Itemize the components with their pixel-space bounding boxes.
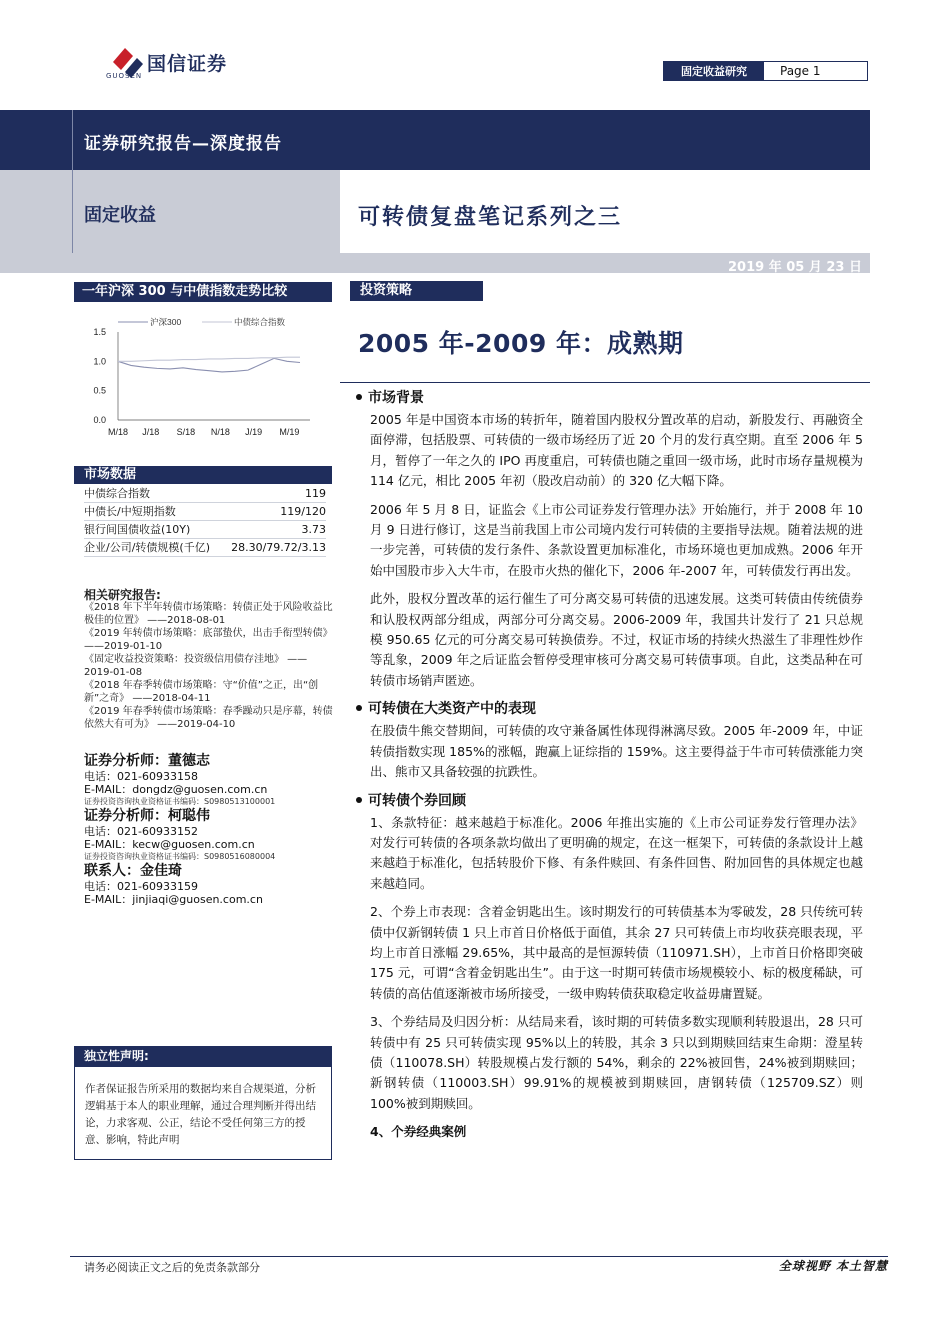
section-label: 固定收益 [84,205,156,226]
section-heading [356,791,863,811]
analyst-phone: 电话：021-60933152 [84,825,198,838]
brand-name: 国信证券 [147,53,228,75]
market-label: 企业/公司/转债规模(千亿) [84,541,210,554]
market-row [84,521,326,539]
paragraph: 3、个券结局及归因分析：从结局来看，该时期的可转债多数实现顺利转股退出，28 只可转债中有 25 只可转债实现 95%以上的转股，其余 3 只以到期赎回结束生命期：澄星转债（110078.SH）转股规模占发行额的 54%，剩余的 22%被回售，24%被到期赎回；新钢转债（110003.SH）99.91%的规模被到期赎回，唐钢转债（125709.SZ）则 100%被到期赎回。 [370,1014,863,1111]
analyst-phone: 电话：021-60933158 [84,770,198,783]
footer-slogan: 全球视野 本土智慧 [778,1259,888,1273]
section-heading [356,699,863,719]
related-reports-list [84,601,334,731]
analyst-cert: 证券投资咨询执业资格证书编码：S0980516080004 [84,852,276,861]
market-data-table [84,485,326,557]
strategy-tag: 投资策略 [350,281,483,301]
related-report[interactable]: 《2018 年春季转债市场策略：守“价值”之正，出“创新”之奇》 ——2018-04-11 [84,680,319,704]
analyst-name: 证券分析师：董德志 [84,753,210,769]
paragraph: 1、条款特征：越来越趋于标准化。2006 年推出实施的《上市公司证券发行管理办法》对发行可转债的各项条款均做出了更明确的规定，在这一框架下，可转债的条款设计上越来越趋于标准化，包括转股价下修、有条件赎回、有条件回售、附加回售的具体规定也越来越趋同。 [370,814,863,891]
y-tick-label: 1.5 [93,327,106,337]
x-tick-label: N/18 [210,427,230,437]
footer-rule [70,1256,888,1257]
brand-sub: GUOSEN [106,72,143,80]
analyst-name: 证券分析师：柯聪伟 [84,808,210,824]
paragraph: 此外，股权分置改革的运行催生了可分离交易可转债的迅速发展。这类可转债由传统债券和认股权两部分组成，两部分可分离交易。2006-2009 年，我国共计发行了 21 只总规模 950.65 亿元的可分离交易可转换债券。不过，权证市场的持续火热滋生了非理性炒作等乱象，2009 年之后证监会暂停受理审核可分离交易可转债事项。自此，这类品种在可转债市场销声匿迹。 [370,591,863,688]
related-report[interactable]: 《2019 年春季转债市场策略：春季躁动只是序幕，转债依然大有可为》 ——2019-04-10 [84,706,333,730]
article-body [358,386,863,1151]
related-report[interactable]: 《2019 年转债市场策略：底部蛰伏，出击手衔型转债》 ——2019-01-10 [84,628,333,652]
bullet-icon [356,797,362,803]
x-tick-label: J/19 [245,427,263,437]
y-tick-label: 0.5 [93,385,106,396]
legend-label: 沪深300 [150,317,182,327]
analyst-email[interactable]: E-MAIL：dongdz@guosen.com.cn [84,783,268,796]
market-data-heading: 市场数据 [74,466,332,484]
panel-stripe [72,110,73,253]
report-date: 2019 年 05 月 23 日 [728,260,862,275]
independence-heading: 独立性声明: [74,1046,332,1066]
independence-statement: 作者保证报告所采用的数据均来自合规渠道，分析逻辑基于本人的职业理解，通过合理判断并得出结论，力求客观、公正，结论不受任何第三方的授意、影响，特此声明 [74,1066,332,1160]
contact-name: 联系人：金佳琦 [84,863,182,879]
analyst-cert: 证券投资咨询执业资格证书编码：S0980513100001 [84,797,276,806]
headline-rule [340,382,870,383]
report-title: 可转债复盘笔记系列之三 [358,205,623,230]
report-type: 证券研究报告—深度报告 [84,134,282,154]
market-label: 银行间国债收益(10Y) [84,523,191,536]
market-label: 中债综合指数 [84,487,150,500]
x-tick-label: M/19 [279,427,300,437]
section-heading [356,388,863,408]
market-value: 3.73 [301,523,326,536]
footer-disclaimer[interactable]: 请务必阅读正文之后的免责条款部分 [84,1261,260,1274]
market-label: 中债长/中短期指数 [84,505,176,518]
market-value: 28.30/79.72/3.13 [231,541,326,554]
x-tick-label: S/18 [176,427,196,437]
legend-label: 中债综合指数 [234,317,286,327]
paragraph: 2006 年 5 月 8 日，证监会《上市公司证券发行管理办法》开始施行，并于 2008 年 10 月 9 日进行修订，这是当前我国上市公司境内发行可转债的主要指导法规。随着法规的进一步完善，可转债的发行条件、条款设置更加标准化，市场环境也更加成熟。2006 年开始中国股市步入大牛市，在股市火热的催化下，2006 年-2007 年，可转债发行再出发。 [370,501,863,578]
related-report[interactable]: 《固定收益投资策略：投资级信用债存洼地》 ——2019-01-08 [84,654,308,678]
x-tick-label: M/18 [108,427,129,437]
index-comparison-chart [80,310,330,450]
paragraph: 在股债牛熊交替期间，可转债的攻守兼备属性体现得淋漓尽致。2005 年-2009 年，中证转债指数实现 185%的涨幅，跑赢上证综指的 159%。这主要得益于牛市可转债涨能力突出、熊市又具备较强的抗跌性。 [370,723,863,780]
paragraph: 2005 年是中国资本市场的转折年，随着国内股权分置改革的启动，新股发行、再融资全面停滞，包括股票、可转债的一级市场经历了近 20 个月的发行真空期。直至 2006 年 5 月，暂停了一年之久的 IPO 再度重启，可转债也随之重回一级市场，此时市场存量规模为 114 亿元，相比 2005 年初（股改启动前）的 320 亿大幅下降。 [370,412,863,489]
section-heading-text: 市场背景 [368,390,424,406]
section-heading-text: 可转债个券回顾 [368,792,466,809]
paragraph: 4、个券经典案例 [370,1124,467,1140]
date-bar-left [0,253,340,273]
x-tick-label: J/18 [142,427,160,437]
header-tag-box [663,61,868,81]
y-tick-label: 1.0 [93,356,106,367]
analyst-email[interactable]: E-MAIL：kecw@guosen.com.cn [84,838,255,851]
y-tick-label: 0.0 [93,415,106,425]
market-value: 119/120 [280,505,326,518]
market-value: 119 [305,487,326,500]
page-label: Page 1 [780,64,821,78]
bullet-icon [356,705,362,711]
analyst-contacts [84,752,344,906]
category-tag: 固定收益研究 [664,62,764,80]
related-reports-title: 相关研究报告: [84,588,161,602]
section-panel [0,170,340,253]
section-heading-text: 可转债在大类资产中的表现 [368,701,536,718]
chart-heading: 一年沪深 300 与中债指数走势比较 [74,282,332,302]
bullet-icon [356,394,362,400]
contact-phone: 电话：021-60933159 [84,880,198,893]
related-report[interactable]: 《2018 年下半年转债市场策略：转债正处于风险收益比极佳的位置》 ——2018-08-01 [84,602,333,626]
market-row [84,485,326,503]
market-row [84,539,326,557]
headline: 2005 年-2009 年：成熟期 [358,329,684,358]
paragraph: 2、个券上市表现：含着金钥匙出生。该时期发行的可转债基本为零破发，28 只传统可转债中仅新钢转债 1 只上市首日价格低于面值，其余 27 只可转债上市均收获亮眼表现，平均上市首日涨幅 29.65%，其中最高的是恒源转债（110971.SH），上市首日价格即突破 175 元，可谓“含着金钥匙出生”。由于这一时期可转债市场规模较小、标的极度稀缺，可转债的高估值逐渐被市场所接受，一级申购转债获取稳定收益毋庸置疑。 [370,904,863,1001]
contact-email[interactable]: E-MAIL：jinjiaqi@guosen.com.cn [84,893,263,906]
market-row [84,503,326,521]
